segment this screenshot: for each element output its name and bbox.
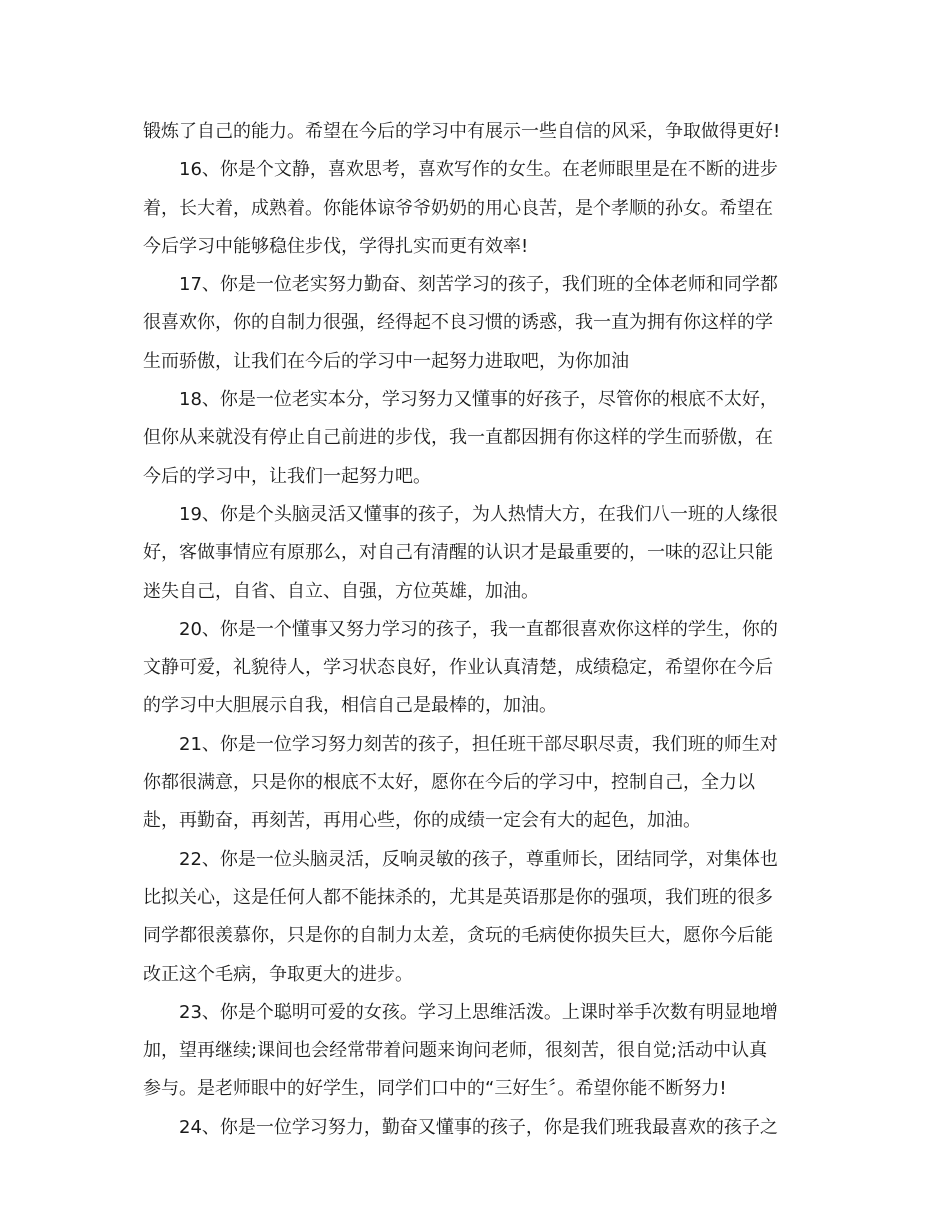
text-line: 赴，再勤奋，再刻苦，再用心些，你的成绩一定会有大的起色，加油。 xyxy=(143,810,701,832)
text-line: 加，望再继续;课间也会经常带着问题来询问老师，很刻苦，很自觉;活动中认真 xyxy=(143,1040,768,1062)
text-line: 改正这个毛病，争取更大的进步。 xyxy=(143,963,413,985)
comment-18 xyxy=(143,381,807,496)
text-line: 今后的学习中，让我们一起努力吧。 xyxy=(143,465,431,487)
text-line: 但你从来就没有停止自己前进的步伐，我一直都因拥有你这样的学生而骄傲，在 xyxy=(143,427,773,449)
text-line: 23、你是个聪明可爱的女孩。学习上思维活泼。上课时举手次数有明显地增 xyxy=(179,1001,778,1023)
text-line: 迷失自己，自省、自立、自强，方位英雄，加油。 xyxy=(143,580,539,602)
text-line: 比拟关心，这是任何人都不能抹杀的，尤其是英语那是你的强项，我们班的很多 xyxy=(143,886,773,908)
comment-23 xyxy=(143,994,807,1109)
text-line: 很喜欢你，你的自制力很强，经得起不良习惯的诱惑，我一直为拥有你这样的学 xyxy=(143,312,773,334)
text-line: 同学都很羡慕你，只是你的自制力太差，贪玩的毛病使你损失巨大，愿你今后能 xyxy=(143,925,773,947)
comment-16 xyxy=(143,151,807,266)
text-line: 你都很满意，只是你的根底不太好，愿你在今后的学习中，控制自己，全力以 xyxy=(143,772,755,794)
text-line: 18、你是一位老实本分，学习努力又懂事的好孩子，尽管你的根底不太好， xyxy=(179,389,778,411)
comment-24 xyxy=(143,1109,807,1147)
text-line: 文静可爱，礼貌待人，学习状态良好，作业认真清楚，成绩稳定，希望你在今后 xyxy=(143,657,773,679)
comment-20 xyxy=(143,611,807,726)
text-line: 参与。是老师眼中的好学生，同学们口中的“三好生〞。希望你能不断努力! xyxy=(143,1078,727,1100)
text-line: 22、你是一位头脑灵活，反响灵敏的孩子，尊重师长，团结同学，对集体也 xyxy=(179,848,778,870)
text-line: 17、你是一位老实努力勤奋、刻苦学习的孩子，我们班的全体老师和同学都 xyxy=(179,274,778,296)
text-line: 的学习中大胆展示自我，相信自己是最棒的，加油。 xyxy=(143,695,557,717)
document-body xyxy=(143,113,807,1147)
text-line: 今后学习中能够稳住步伐，学得扎实而更有效率! xyxy=(143,235,529,257)
comment-17 xyxy=(143,266,807,381)
text-line: 好，客做事情应有原那么，对自己有清醒的认识才是最重要的，一味的忍让只能 xyxy=(143,542,773,564)
text-line: 16、你是个文静，喜欢思考，喜欢写作的女生。在老师眼里是在不断的进步 xyxy=(179,159,778,181)
text-line: 24、你是一位学习努力，勤奋又懂事的孩子，你是我们班我最喜欢的孩子之 xyxy=(179,1116,778,1138)
comment-22 xyxy=(143,841,807,994)
paragraph-continuation xyxy=(143,113,807,151)
text-line: 生而骄傲，让我们在今后的学习中一起努力进取吧，为你加油 xyxy=(143,350,629,372)
comment-21 xyxy=(143,726,807,841)
comment-19 xyxy=(143,496,807,611)
text-line: 19、你是个头脑灵活又懂事的孩子，为人热情大方，在我们八一班的人缘很 xyxy=(179,503,778,525)
text-line: 21、你是一位学习努力刻苦的孩子，担任班干部尽职尽责，我们班的师生对 xyxy=(179,733,778,755)
text-line: 20、你是一个懂事又努力学习的孩子，我一直都很喜欢你这样的学生，你的 xyxy=(179,618,778,640)
text-line: 锻炼了自己的能力。希望在今后的学习中有展示一些自信的风采，争取做得更好! xyxy=(143,121,781,142)
text-line: 着，长大着，成熟着。你能体谅爷爷奶奶的用心良苦，是个孝顺的孙女。希望在 xyxy=(143,197,773,219)
